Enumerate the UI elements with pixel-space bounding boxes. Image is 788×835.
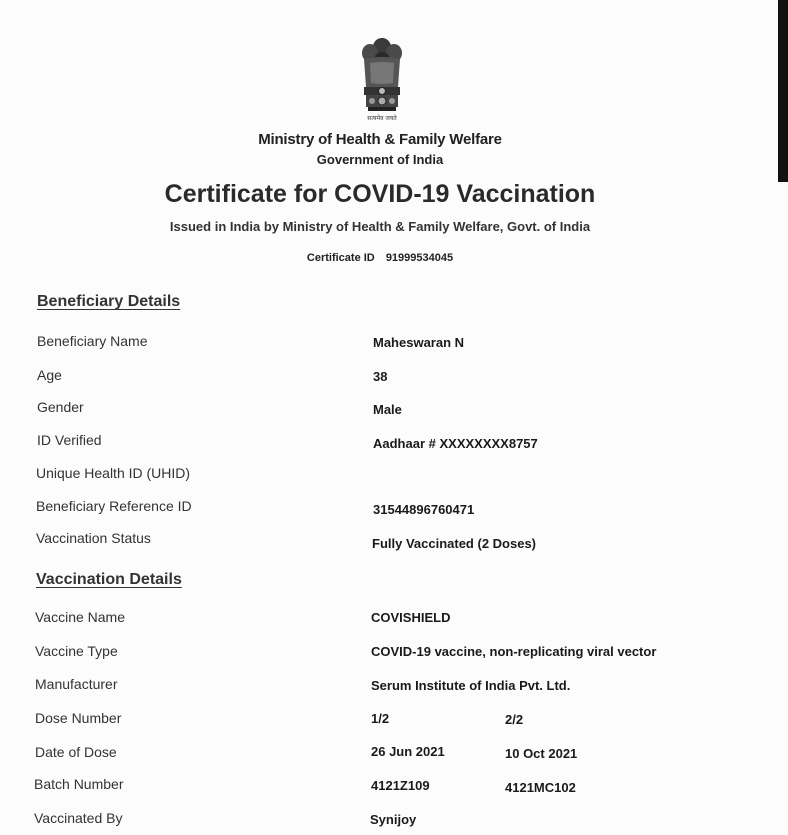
- emblem-motto: सत्यमेव जयते: [367, 115, 397, 122]
- vaccinated-by-value: Synijoy: [370, 812, 417, 827]
- vaccine-name-label: Vaccine Name: [35, 609, 126, 625]
- batch-number-value-2: 4121MC102: [505, 780, 576, 795]
- dose-number-label: Dose Number: [35, 710, 122, 726]
- beneficiary-name-label: Beneficiary Name: [37, 333, 148, 349]
- issued-by-text: Issued in India by Ministry of Health & Family Welfare, Govt. of India: [169, 219, 591, 234]
- vaccination-details-heading: Vaccination Details: [36, 571, 182, 588]
- manufacturer-value: Serum Institute of India Pvt. Ltd.: [371, 678, 571, 693]
- government-name: Government of India: [316, 152, 444, 167]
- age-label: Age: [37, 367, 62, 383]
- beneficiary-reference-id-label: Beneficiary Reference ID: [36, 498, 192, 514]
- beneficiary-details-heading: Beneficiary Details: [37, 293, 181, 310]
- vaccine-type-value: COVID-19 vaccine, non-replicating viral vector: [371, 644, 657, 659]
- date-of-dose-value-2: 10 Oct 2021: [505, 746, 578, 761]
- certificate-id-value: 91999534045: [385, 252, 454, 264]
- id-verified-label: ID Verified: [37, 432, 102, 448]
- batch-number-label: Batch Number: [34, 776, 124, 792]
- date-of-dose-value-1: 26 Jun 2021: [371, 744, 445, 759]
- manufacturer-label: Manufacturer: [35, 676, 118, 692]
- certificate-id: [0, 252, 760, 264]
- vaccination-status-value: Fully Vaccinated (2 Doses): [372, 536, 537, 551]
- date-of-dose-label: Date of Dose: [35, 744, 117, 760]
- dose-number-value-1: 1/2: [371, 711, 390, 726]
- beneficiary-name-value: Maheswaran N: [373, 335, 465, 350]
- uhid-label: Unique Health ID (UHID): [36, 465, 191, 481]
- vaccinated-by-label: Vaccinated By: [34, 810, 123, 826]
- vaccine-type-label: Vaccine Type: [35, 643, 118, 659]
- gender-value: Male: [373, 402, 402, 417]
- scan-edge: [778, 0, 788, 182]
- certificate-id-label: Certificate ID: [306, 252, 375, 264]
- id-verified-value: Aadhaar # XXXXXXXX8757: [373, 436, 538, 451]
- national-emblem-icon: [358, 35, 406, 123]
- vaccination-status-label: Vaccination Status: [36, 530, 151, 546]
- batch-number-value-1: 4121Z109: [371, 778, 430, 793]
- gender-label: Gender: [37, 399, 84, 415]
- age-value: 38: [373, 369, 388, 384]
- certificate-title: Certificate for COVID-19 Vaccination: [164, 180, 596, 208]
- dose-number-value-2: 2/2: [505, 712, 524, 727]
- vaccine-name-value: COVISHIELD: [371, 610, 451, 625]
- ministry-name: Ministry of Health & Family Welfare: [258, 131, 502, 148]
- beneficiary-reference-id-value: 31544896760471: [373, 502, 475, 517]
